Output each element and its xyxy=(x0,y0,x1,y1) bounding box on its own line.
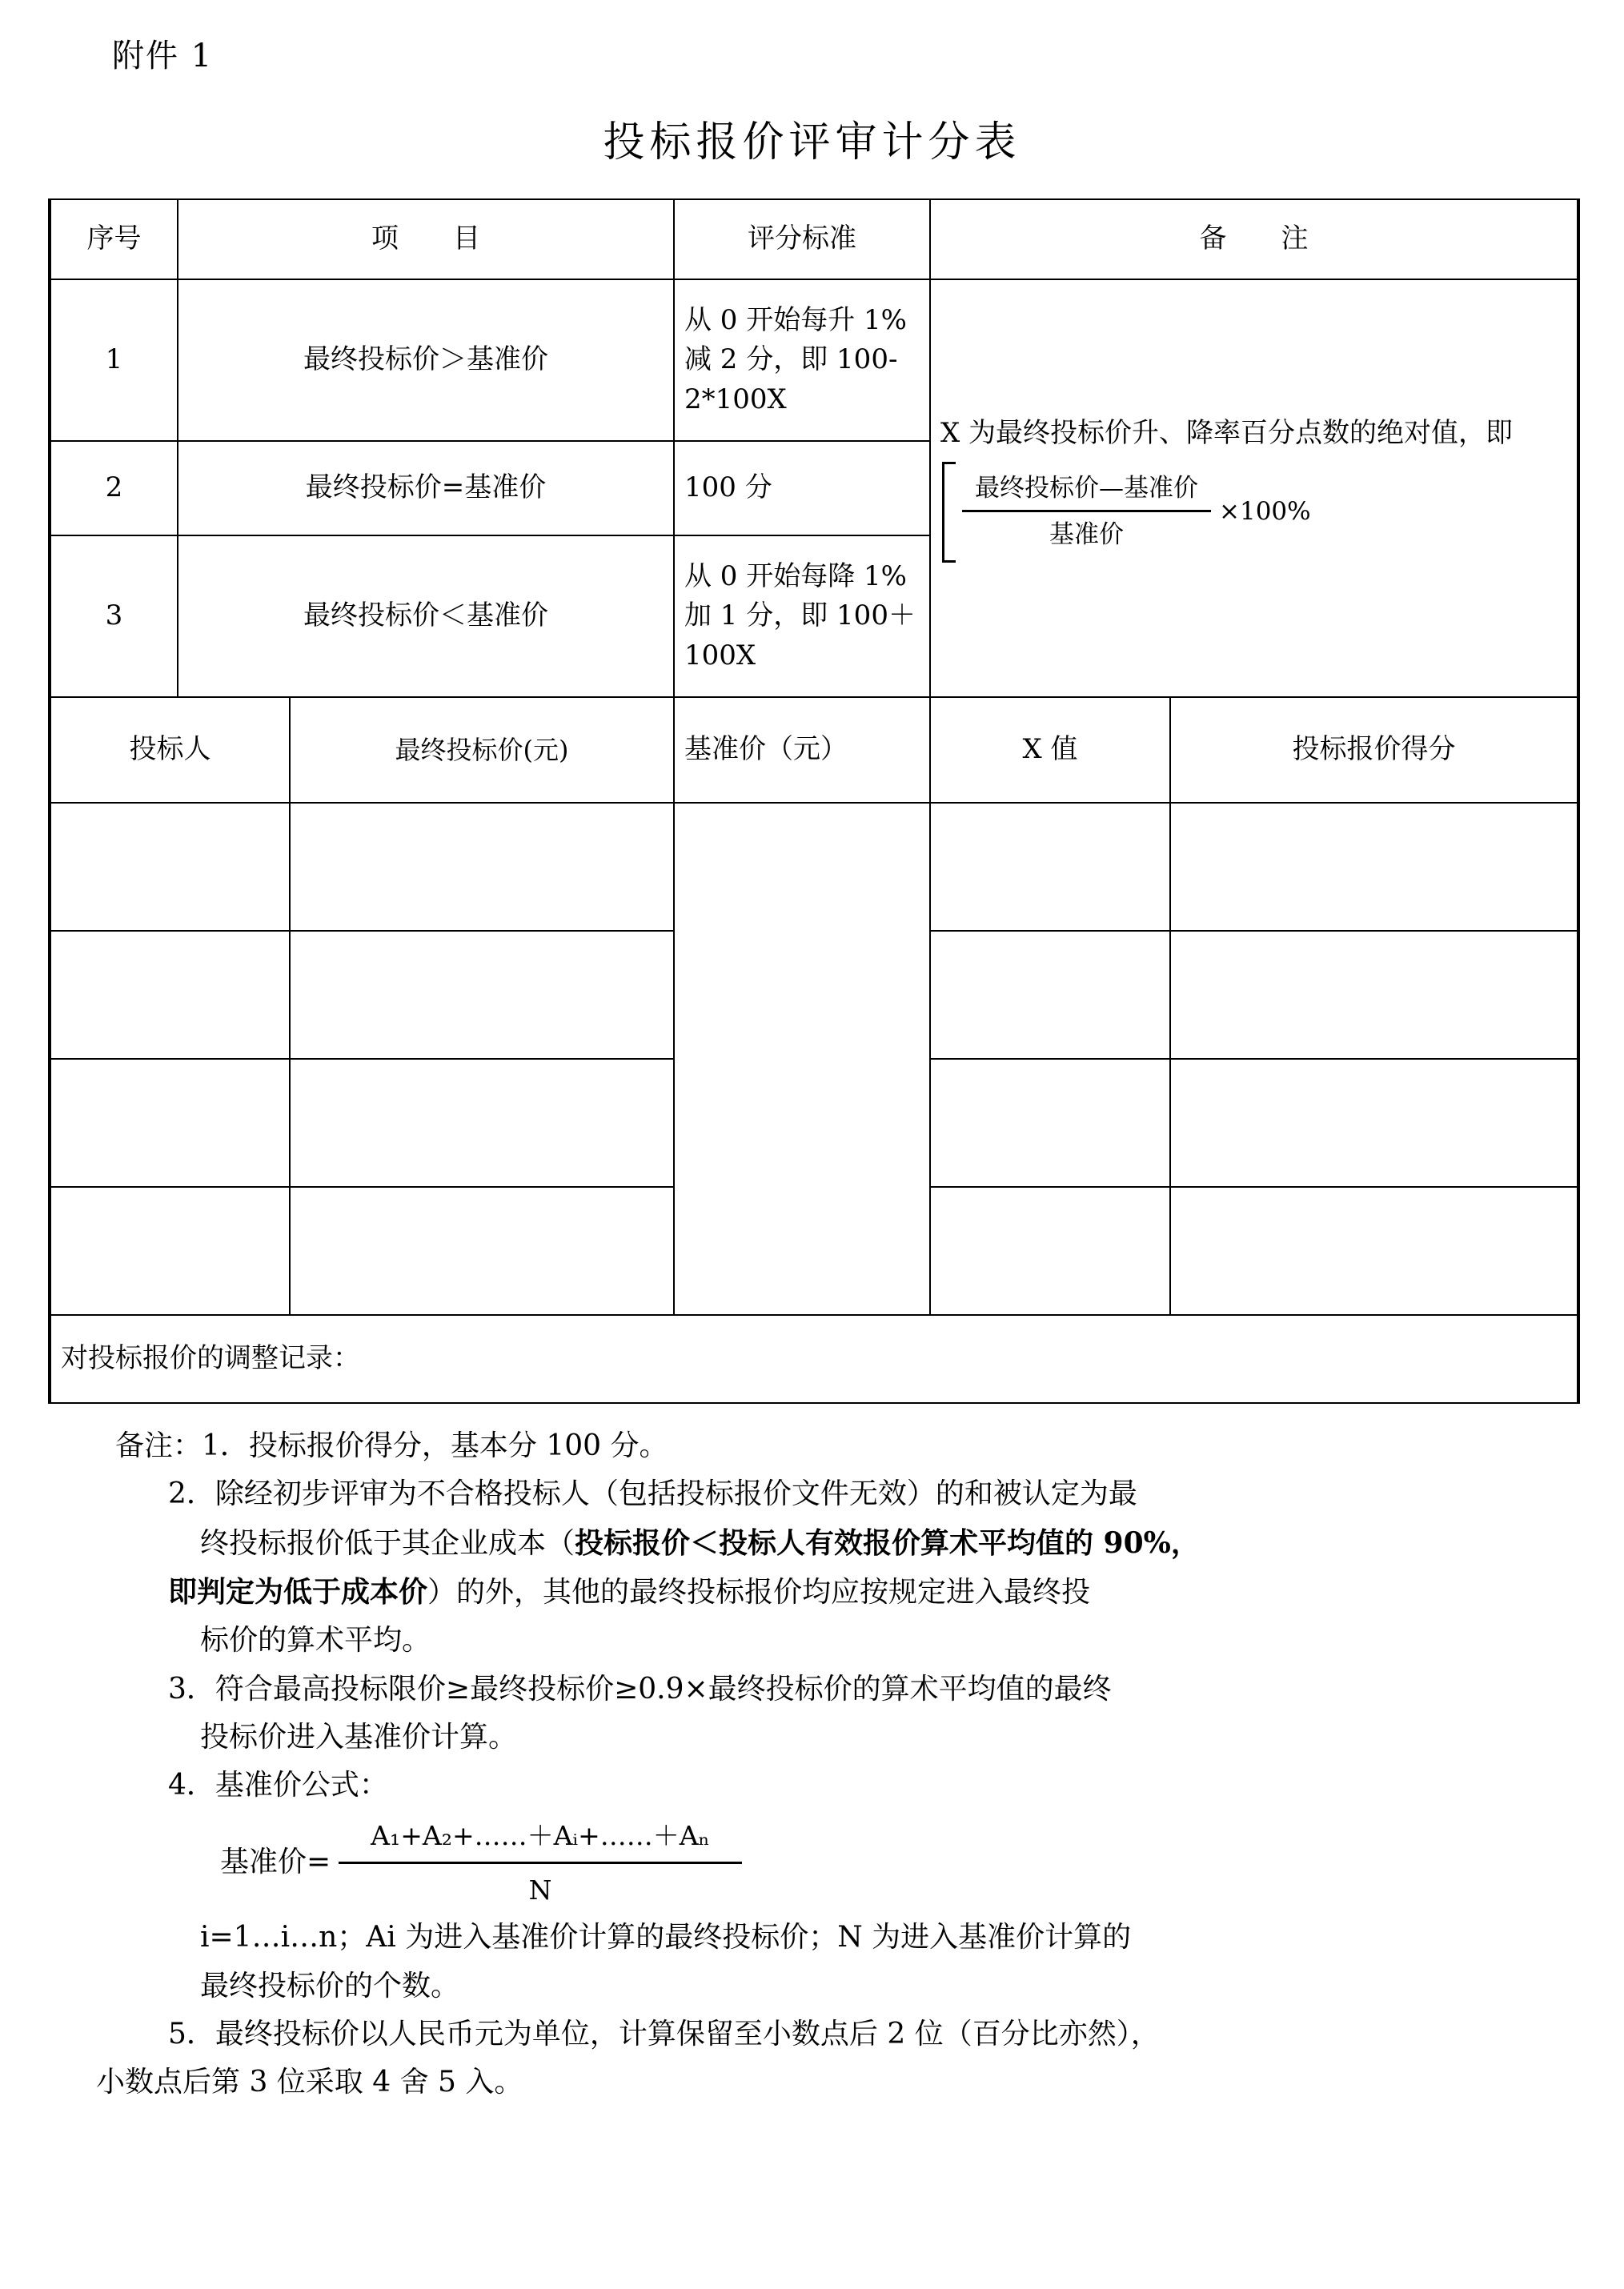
note-item-3-line-1: 3．符合最高投标限价≥最终投标价≥0.9×最终投标价的算术平均值的最终 xyxy=(168,1672,1112,1706)
row-seq: 3 xyxy=(50,535,178,697)
subheader-row xyxy=(50,697,1578,803)
subheader-base-price: 基准价（元） xyxy=(674,697,930,803)
page-title: 投标报价评审计分表 xyxy=(603,118,1021,166)
base-formula-numerator: A₁+A₂+……＋Aᵢ+……＋Aₙ xyxy=(371,1819,710,1851)
cell-x-value[interactable] xyxy=(930,803,1170,931)
notes-prefix: 备注： xyxy=(115,1429,202,1462)
row-item: 最终投标价＜基准价 xyxy=(178,535,674,697)
table-row xyxy=(50,803,1578,931)
cell-bidder[interactable] xyxy=(50,803,290,931)
formula-label: 基准价= xyxy=(220,1846,331,1879)
remark-text: X 为最终投标价升、降率百分点数的绝对值，即 xyxy=(940,417,1514,450)
cell-score[interactable] xyxy=(1170,931,1578,1059)
cell-bidder[interactable] xyxy=(50,1059,290,1187)
cell-final-price[interactable] xyxy=(290,931,674,1059)
row-item: 最终投标价＞基准价 xyxy=(178,279,674,441)
row-criteria: 从 0 开始每降 1%加 1 分，即 100＋100X xyxy=(674,535,930,697)
base-formula-denominator: N xyxy=(339,1862,742,1911)
table-row xyxy=(50,279,1578,441)
adjustment-record-row xyxy=(50,1315,1578,1403)
note-item-5-line-2: 小数点后第 3 位采取 4 舍 5 入。 xyxy=(96,2066,523,2099)
header-seq: 序号 xyxy=(50,199,178,279)
note-2-post: ）的外，其他的最终投标报价均应按规定进入最终投 xyxy=(427,1575,1091,1609)
adjustment-record-label[interactable]: 对投标报价的调整记录： xyxy=(50,1315,1578,1403)
base-price-formula xyxy=(220,1814,1576,1912)
remark-cell xyxy=(930,279,1578,697)
formula-bracket xyxy=(942,462,956,563)
row-item: 最终投标价=基准价 xyxy=(178,441,674,535)
formula-denominator: 基准价 xyxy=(962,510,1211,553)
cell-x-value[interactable] xyxy=(930,1187,1170,1315)
note-2-bold-a: 投标报价＜投标人有效报价算术平均值的 90%， xyxy=(575,1525,1200,1560)
note-item-2-line-4: 标价的算术平均。 xyxy=(200,1624,431,1658)
notes-section xyxy=(48,1423,1576,2107)
note-2-pre: 终投标报价低于其企业成本（ xyxy=(200,1526,575,1560)
cell-final-price[interactable] xyxy=(290,1187,674,1315)
cell-base-price[interactable] xyxy=(674,803,930,1315)
cell-final-price[interactable] xyxy=(290,803,674,931)
table-header-row xyxy=(50,199,1578,279)
subheader-final-price: 最终投标价(元) xyxy=(290,697,674,803)
subheader-bidder: 投标人 xyxy=(50,697,290,803)
note-item-2-line-3 xyxy=(168,1569,1576,1616)
header-criteria: 评分标准 xyxy=(674,199,930,279)
cell-bidder[interactable] xyxy=(50,931,290,1059)
note-item-4-line-1: 4．基准价公式： xyxy=(168,1769,388,1802)
note-item-4-line-3: 最终投标价的个数。 xyxy=(200,1969,460,2002)
cell-final-price[interactable] xyxy=(290,1059,674,1187)
subheader-score: 投标报价得分 xyxy=(1170,697,1578,803)
note-item-5-line-1: 5．最终投标价以人民币元为单位，计算保留至小数点后 2 位（百分比亦然）， xyxy=(168,2018,1160,2051)
remark-formula xyxy=(942,462,1567,563)
formula-suffix: ×100% xyxy=(1219,497,1311,527)
row-criteria: 从 0 开始每升 1%减 2 分，即 100-2*100X xyxy=(674,279,930,441)
note-1-text: 1．投标报价得分，基本分 100 分。 xyxy=(202,1429,668,1462)
cell-score[interactable] xyxy=(1170,1187,1578,1315)
note-2-bold-b: 即判定为低于成本价 xyxy=(168,1574,428,1609)
formula-numerator: 最终投标价—基准价 xyxy=(975,474,1198,503)
cell-x-value[interactable] xyxy=(930,931,1170,1059)
row-seq: 2 xyxy=(50,441,178,535)
row-criteria: 100 分 xyxy=(674,441,930,535)
note-item-1 xyxy=(115,1423,1576,1469)
note-item-4-line-2: i=1…i…n；Ai 为进入基准价计算的最终投标价；N 为进入基准价计算的 xyxy=(200,1921,1132,1954)
note-item-3-line-2: 投标价进入基准价计算。 xyxy=(200,1720,518,1754)
cell-score[interactable] xyxy=(1170,1059,1578,1187)
note-item-2-line-2 xyxy=(200,1520,1576,1567)
header-item: 项 目 xyxy=(178,199,674,279)
row-seq: 1 xyxy=(50,279,178,441)
attachment-label: 附件 1 xyxy=(112,38,214,74)
cell-bidder[interactable] xyxy=(50,1187,290,1315)
scoring-table xyxy=(48,198,1580,1404)
cell-score[interactable] xyxy=(1170,803,1578,931)
note-item-2-line-1: 2．除经初步评审为不合格投标人（包括投标报价文件无效）的和被认定为最 xyxy=(168,1477,1137,1511)
subheader-x-value: X 值 xyxy=(930,697,1170,803)
cell-x-value[interactable] xyxy=(930,1059,1170,1187)
header-remark: 备 注 xyxy=(930,199,1578,279)
